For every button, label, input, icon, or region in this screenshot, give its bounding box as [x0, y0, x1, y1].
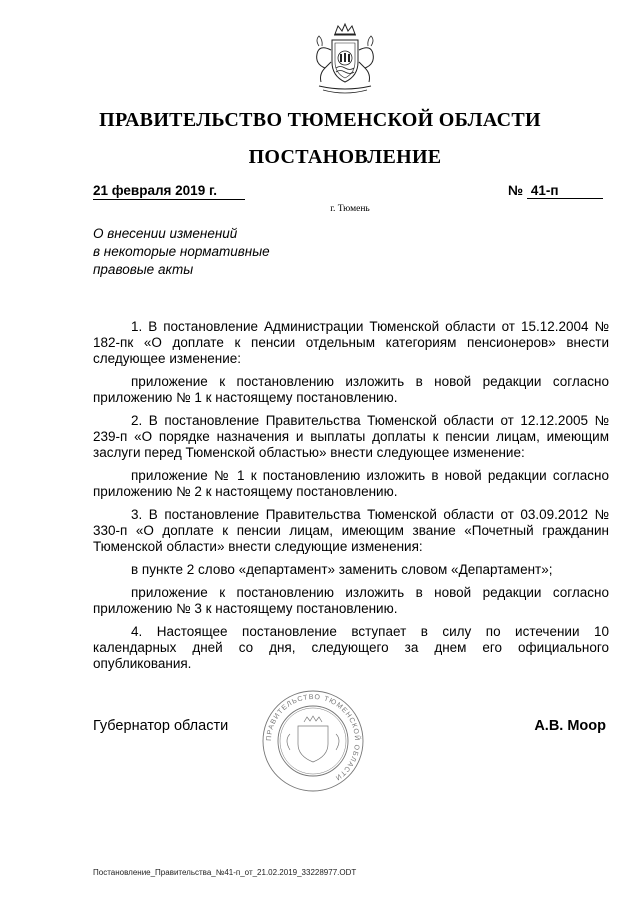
subject-line: в некоторые нормативные: [93, 244, 270, 259]
footer-filename: Постановление_Правительства_№41-п_от_21.02.2019_33228977.ODT: [93, 868, 357, 877]
document-subject: [93, 225, 323, 279]
subject-line: О внесении изменений: [93, 226, 238, 241]
number-label: №: [508, 183, 524, 198]
signer-name: А.В. Моор: [534, 718, 606, 734]
body-paragraph: 2. В постановление Правительства Тюменской области от 12.12.2005 № 239-п «О порядке назначения и выплаты доплаты к пенсии лицам, имеющим заслуги перед Тюменской областью» внести следующее изменение:: [93, 413, 609, 460]
body-paragraph: 1. В постановление Администрации Тюменской области от 15.12.2004 № 182-пк «О доплате к пенсии отдельным категориям пенсионеров» внести следующее изменение:: [93, 319, 609, 366]
document-number-block: [508, 183, 604, 199]
body-paragraph: приложение к постановлению изложить в новой редакции согласно приложению № 1 к настоящему постановлению.: [93, 374, 609, 405]
body-paragraph: 4. Настоящее постановление вступает в силу по истечении 10 календарных дней со дня, следующего за днем его официального опубликования.: [93, 624, 609, 671]
signer-title: Губернатор области: [93, 718, 229, 734]
body-paragraph: приложение к постановлению изложить в новой редакции согласно приложению № 3 к настоящему постановлению.: [93, 585, 609, 616]
organization-title: ПРАВИТЕЛЬСТВО ТЮМЕНСКОЙ ОБЛАСТИ: [99, 109, 541, 131]
body-paragraph: в пункте 2 слово «департамент» заменить словом «Департамент»;: [131, 562, 553, 577]
body-paragraph: приложение № 1 к постановлению изложить в новой редакции согласно приложению № 2 к настоящему постановлению.: [93, 468, 609, 499]
official-seal-icon: [260, 688, 366, 794]
document-date: 21 февраля 2019 г.: [93, 183, 245, 200]
body-paragraph: 3. В постановление Правительства Тюменской области от 03.09.2012 № 330-п «О доплате к пенсии лицам, имеющим звание «Почетный гражданин Тюменской области» внести следующие изменения:: [93, 507, 609, 554]
seal-text: ПРАВИТЕЛЬСТВО ТЮМЕНСКОЙ ОБЛАСТИ: [265, 693, 361, 782]
coat-of-arms-icon: [305, 20, 385, 98]
subject-line: правовые акты: [93, 262, 194, 277]
document-type-title: ПОСТАНОВЛЕНИЕ: [248, 146, 442, 168]
document-number: 41-п: [527, 183, 603, 199]
document-city: г. Тюмень: [330, 204, 370, 214]
document-body: [93, 319, 609, 679]
